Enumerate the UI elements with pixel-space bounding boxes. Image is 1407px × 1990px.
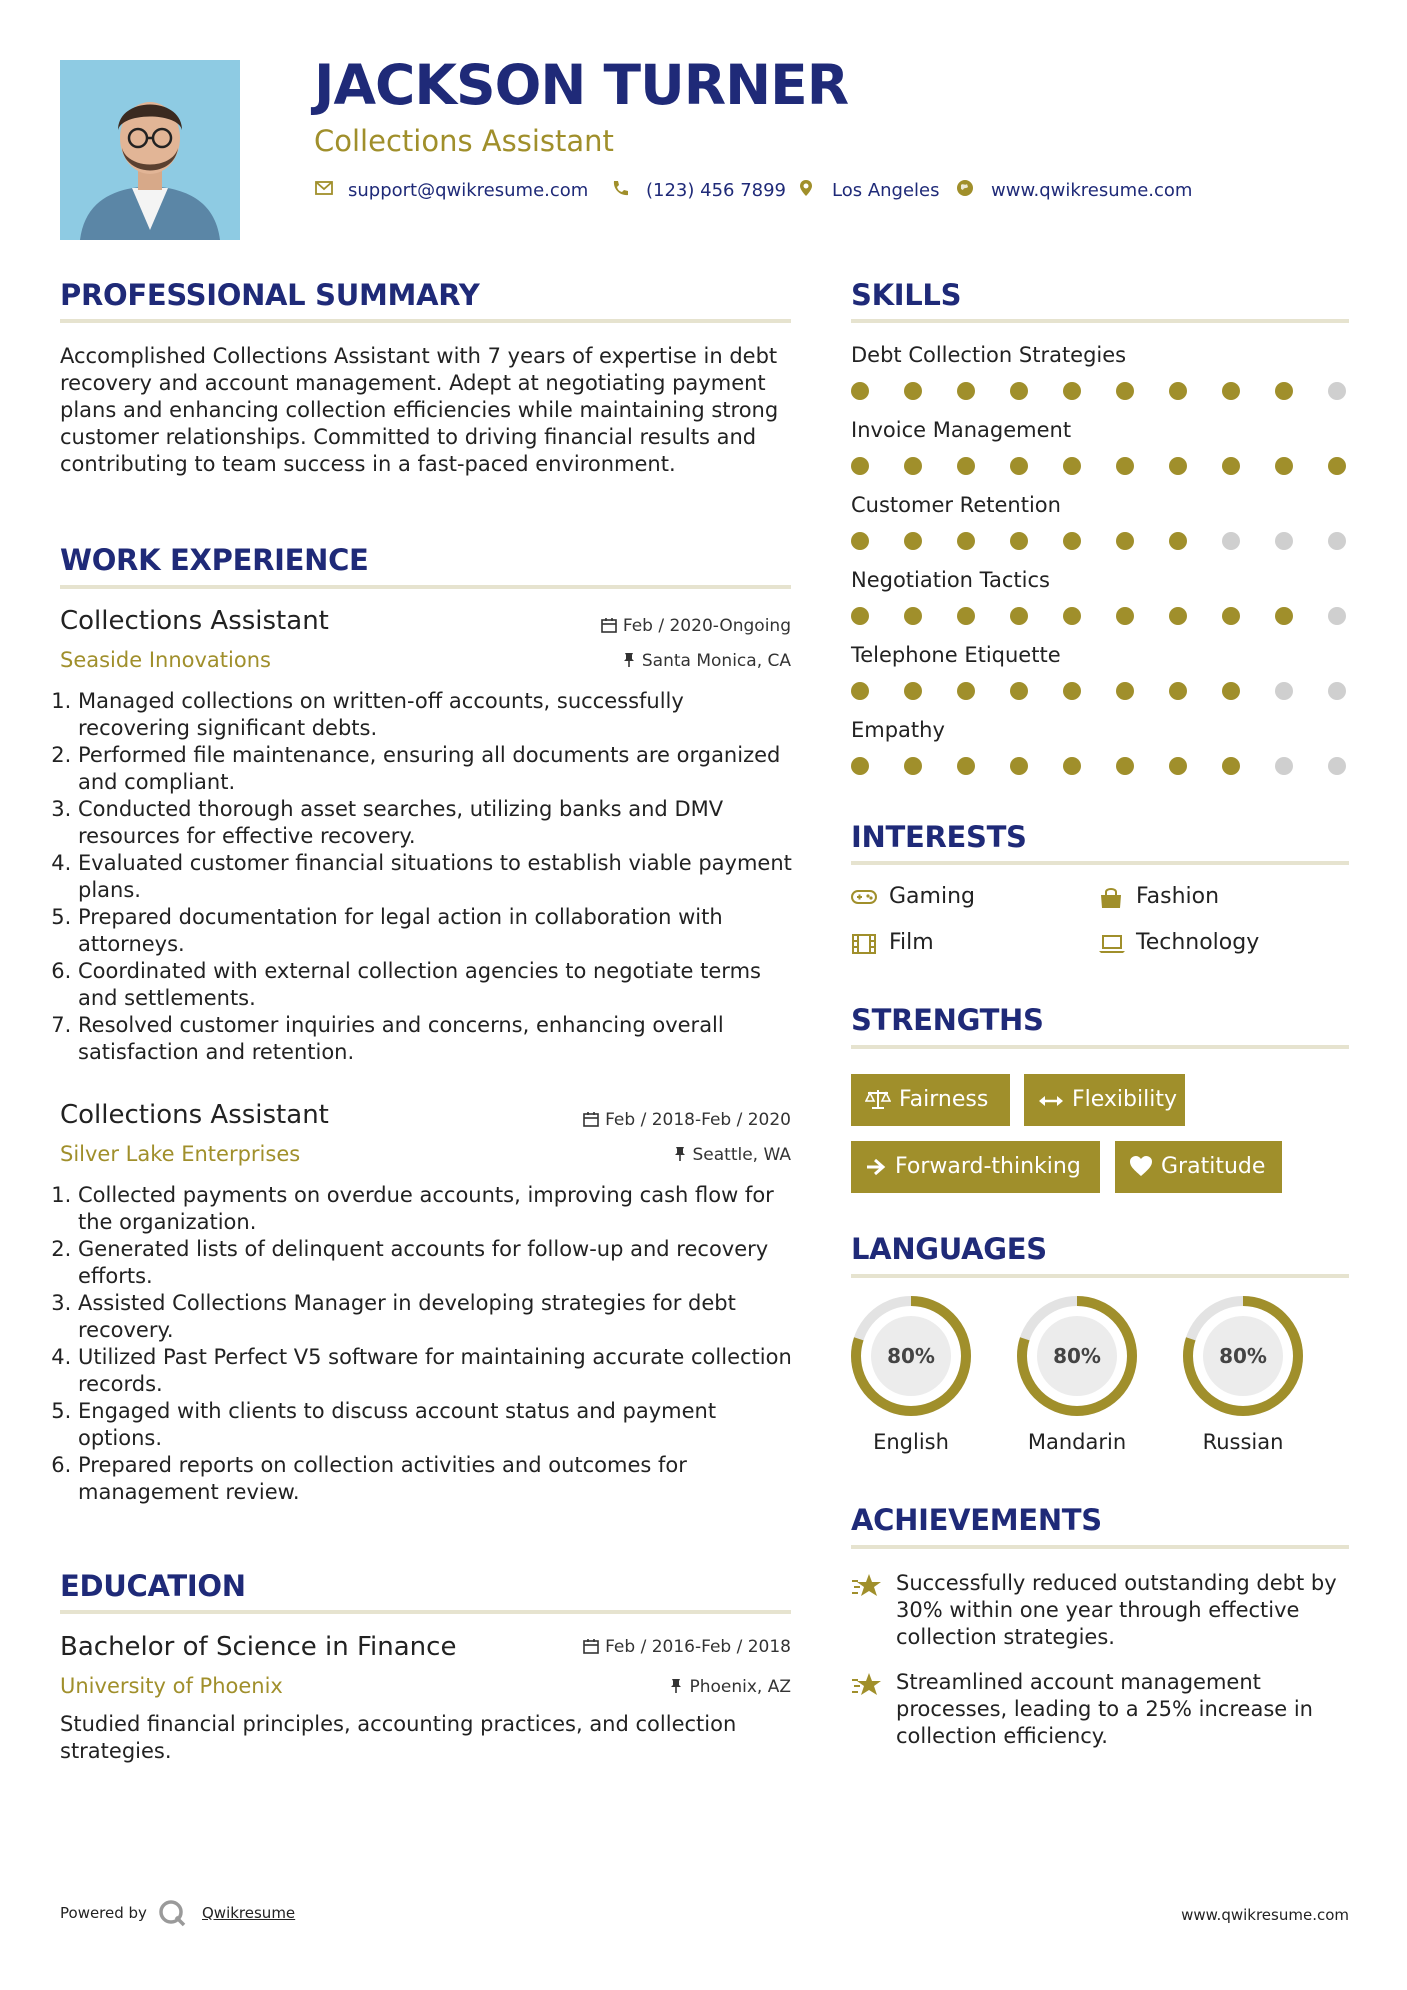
skill-dot-filled (904, 457, 922, 475)
skill-dot-filled (957, 457, 975, 475)
skill-dot-filled (904, 382, 922, 400)
summary-divider (60, 319, 791, 323)
skill-dot-empty (1328, 382, 1346, 400)
language-ring (1015, 1294, 1139, 1418)
shopping-bag-icon (1098, 887, 1124, 909)
education-divider (60, 1610, 791, 1614)
skill-name: Customer Retention (851, 493, 1061, 517)
star-achievement-icon (851, 1573, 883, 1599)
powered-by-label: Powered by (60, 1904, 147, 1922)
skill-dot-filled (1063, 607, 1081, 625)
job-dates-text: Feb / 2020-Ongoing (622, 616, 791, 636)
skill-dot-filled (1169, 757, 1187, 775)
job-title: Collections Assistant (60, 606, 329, 636)
skill-dot-filled (1169, 457, 1187, 475)
qwikresume-link[interactable]: Qwikresume (202, 1904, 296, 1922)
languages-divider (851, 1274, 1349, 1278)
skill-name: Debt Collection Strategies (851, 343, 1127, 367)
achievements-heading: ACHIEVEMENTS (851, 1503, 1102, 1537)
skill-dot-filled (904, 607, 922, 625)
contact-email[interactable]: support@qwikresume.com (348, 180, 589, 201)
skill-dot-filled (1063, 682, 1081, 700)
pushpin-icon (622, 652, 636, 668)
education-dates (583, 1637, 791, 1657)
skill-dot-filled (1222, 382, 1240, 400)
skill-dot-filled (957, 757, 975, 775)
calendar-icon (601, 617, 617, 633)
language-name: Russian (1202, 1430, 1284, 1454)
skills-divider (851, 319, 1349, 323)
job-company: Silver Lake Enterprises (60, 1142, 301, 1166)
arrows-horizontal-icon (1038, 1092, 1064, 1110)
skill-dot-filled (1063, 382, 1081, 400)
experience-heading: WORK EXPERIENCE (60, 543, 369, 577)
skill-name: Telephone Etiquette (851, 643, 1061, 667)
language-percent: 80% (887, 1344, 935, 1368)
list-item: 5. Prepared documentation for legal action in collaboration with attorneys. (78, 904, 798, 958)
school-name: University of Phoenix (60, 1674, 283, 1698)
skill-dot-empty (1275, 757, 1293, 775)
list-item: 3. Conducted thorough asset searches, utilizing banks and DMV resources for effective recovery. (78, 796, 798, 850)
interest-label: Technology (1136, 930, 1260, 955)
skill-dot-filled (1169, 682, 1187, 700)
list-item: 1. Collected payments on overdue accounts, improving cash flow for the organization. (78, 1182, 798, 1236)
job-company: Seaside Innovations (60, 648, 271, 672)
skill-dot-filled (1116, 757, 1134, 775)
interest-item (1098, 884, 1298, 912)
summary-heading: PROFESSIONAL SUMMARY (60, 278, 480, 312)
strength-label: Fairness (899, 1087, 989, 1112)
skill-dot-filled (1169, 607, 1187, 625)
education-dates-text: Feb / 2016-Feb / 2018 (605, 1637, 791, 1657)
list-item: 5. Engaged with clients to discuss account status and payment options. (78, 1398, 798, 1452)
candidate-title: Collections Assistant (314, 124, 614, 158)
footer-url[interactable]: www.qwikresume.com (1181, 1906, 1349, 1924)
profile-photo (60, 60, 240, 240)
skill-dot-empty (1328, 682, 1346, 700)
skill-name: Empathy (851, 718, 945, 742)
experience-divider (60, 585, 791, 589)
map-pin-icon (796, 178, 816, 198)
skill-dot-filled (1010, 682, 1028, 700)
interest-item (1098, 930, 1298, 958)
calendar-icon (583, 1638, 599, 1654)
strength-badge (851, 1074, 1010, 1126)
skill-dot-filled (1275, 607, 1293, 625)
skill-dot-filled (851, 682, 869, 700)
contact-location: Los Angeles (832, 180, 940, 201)
skill-dot-filled (904, 532, 922, 550)
skill-dot-filled (904, 757, 922, 775)
job-duties-list (60, 1182, 798, 1506)
achievement-text: Successfully reduced outstanding debt by 30% within one year through effective collection strategies. (896, 1571, 1337, 1649)
education-location-text: Phoenix, AZ (689, 1677, 791, 1697)
language-percent: 80% (1219, 1344, 1267, 1368)
skill-name: Invoice Management (851, 418, 1072, 442)
skill-dot-filled (957, 532, 975, 550)
film-icon (851, 933, 877, 955)
skill-dot-filled (1116, 682, 1134, 700)
skill-dot-filled (1063, 532, 1081, 550)
skill-dot-filled (1222, 682, 1240, 700)
strength-badge (851, 1141, 1100, 1193)
list-item: 4. Utilized Past Perfect V5 software for maintaining accurate collection records. (78, 1344, 798, 1398)
pushpin-icon (669, 1678, 683, 1694)
job-location (673, 1145, 792, 1165)
skill-dot-filled (957, 382, 975, 400)
skill-dot-filled (1116, 532, 1134, 550)
language-ring (849, 1294, 973, 1418)
languages-heading: LANGUAGES (851, 1232, 1047, 1266)
job-dates (601, 616, 791, 636)
arrow-right-icon (865, 1157, 887, 1177)
job-title: Collections Assistant (60, 1100, 329, 1130)
skill-dot-filled (1222, 607, 1240, 625)
heart-icon (1129, 1155, 1153, 1177)
contact-phone[interactable]: (123) 456 7899 (646, 180, 787, 201)
strength-badge (1115, 1141, 1282, 1193)
skill-dot-filled (1010, 457, 1028, 475)
skill-dot-filled (1010, 532, 1028, 550)
skill-dot-filled (1010, 607, 1028, 625)
skill-dot-filled (957, 682, 975, 700)
language-percent: 80% (1053, 1344, 1101, 1368)
interest-label: Gaming (889, 884, 975, 909)
skill-dot-filled (1116, 607, 1134, 625)
job-dates (583, 1110, 791, 1130)
list-item: 6. Coordinated with external collection agencies to negotiate terms and settlements. (78, 958, 798, 1012)
skill-dot-filled (1116, 457, 1134, 475)
skill-dot-filled (851, 607, 869, 625)
laptop-icon (1098, 933, 1126, 955)
skill-dot-filled (1116, 382, 1134, 400)
list-item: 6. Prepared reports on collection activities and outcomes for management review. (78, 1452, 798, 1506)
achievement-text: Streamlined account management processes, leading to a 25% increase in collection efficiency. (896, 1670, 1313, 1748)
list-item: 7. Resolved customer inquiries and concerns, enhancing overall satisfaction and retention. (78, 1012, 798, 1066)
job-duties-list (60, 688, 798, 1066)
skill-dot-filled (1063, 757, 1081, 775)
skill-dot-empty (1328, 757, 1346, 775)
gamepad-icon (851, 887, 877, 907)
skill-dot-filled (1010, 757, 1028, 775)
skill-dot-filled (1169, 532, 1187, 550)
skill-dot-filled (851, 532, 869, 550)
skill-dot-filled (957, 607, 975, 625)
pushpin-icon (673, 1146, 687, 1162)
interest-label: Fashion (1136, 884, 1220, 909)
skill-dot-empty (1222, 532, 1240, 550)
list-item: 2. Generated lists of delinquent accounts for follow-up and recovery efforts. (78, 1236, 798, 1290)
skill-dot-filled (851, 757, 869, 775)
language-name: English (873, 1430, 949, 1454)
list-item: 1. Managed collections on written-off accounts, successfully recovering significant debts. (78, 688, 798, 742)
job-dates-text: Feb / 2018-Feb / 2020 (605, 1110, 791, 1130)
strengths-heading: STRENGTHS (851, 1003, 1044, 1037)
skill-name: Negotiation Tactics (851, 568, 1050, 592)
skills-heading: SKILLS (851, 278, 962, 312)
strength-label: Flexibility (1072, 1087, 1177, 1112)
strength-label: Gratitude (1161, 1154, 1266, 1179)
list-item: 4. Evaluated customer financial situations to establish viable payment plans. (78, 850, 798, 904)
balance-scale-icon (865, 1088, 891, 1110)
list-item: 3. Assisted Collections Manager in developing strategies for debt recovery. (78, 1290, 798, 1344)
strengths-divider (851, 1045, 1349, 1049)
interests-divider (851, 861, 1349, 865)
skill-dot-filled (851, 382, 869, 400)
strength-label: Forward-thinking (895, 1154, 1081, 1179)
degree-title: Bachelor of Science in Finance (60, 1632, 457, 1662)
job-location (622, 651, 791, 671)
education-heading: EDUCATION (60, 1569, 246, 1603)
envelope-icon (314, 178, 334, 198)
list-item: 2. Performed file maintenance, ensuring all documents are organized and compliant. (78, 742, 798, 796)
skill-dot-filled (1063, 457, 1081, 475)
skill-dot-filled (904, 682, 922, 700)
skill-dot-filled (1222, 757, 1240, 775)
interest-label: Film (889, 930, 934, 955)
job-location-text: Seattle, WA (692, 1145, 791, 1165)
skill-dot-empty (1328, 607, 1346, 625)
star-achievement-icon (851, 1672, 883, 1698)
achievements-divider (851, 1545, 1349, 1549)
skill-dot-empty (1275, 682, 1293, 700)
skill-dot-filled (1169, 382, 1187, 400)
education-location (669, 1677, 791, 1697)
phone-icon (610, 178, 630, 198)
skill-dot-filled (1222, 457, 1240, 475)
contact-website[interactable]: www.qwikresume.com (991, 180, 1193, 201)
skill-dot-filled (1275, 382, 1293, 400)
calendar-icon (583, 1111, 599, 1127)
strength-badge (1024, 1074, 1185, 1126)
summary-text: Accomplished Collections Assistant with 7 years of expertise in debt recovery and account management. Adept at negotiating payment plans and enhancing collection efficiencies while maintaining strong customer relationships. Committed to driving financial results and contributing to team success in a fast-paced environment. (60, 344, 779, 476)
interests-heading: INTERESTS (851, 820, 1027, 854)
skill-dot-filled (1010, 382, 1028, 400)
skill-dot-empty (1275, 532, 1293, 550)
globe-icon (955, 178, 975, 198)
education-description: Studied financial principles, accounting practices, and collection strategies. (60, 1712, 737, 1763)
interest-item (851, 884, 1051, 912)
skill-dot-filled (1275, 457, 1293, 475)
candidate-name: JACKSON TURNER (314, 53, 849, 117)
skill-dot-empty (1328, 532, 1346, 550)
qwikresume-logo-icon (157, 1898, 187, 1928)
skill-dot-filled (1328, 457, 1346, 475)
skill-dot-filled (851, 457, 869, 475)
language-ring (1181, 1294, 1305, 1418)
job-location-text: Santa Monica, CA (641, 651, 791, 671)
language-name: Mandarin (1027, 1430, 1127, 1454)
interest-item (851, 930, 1051, 958)
